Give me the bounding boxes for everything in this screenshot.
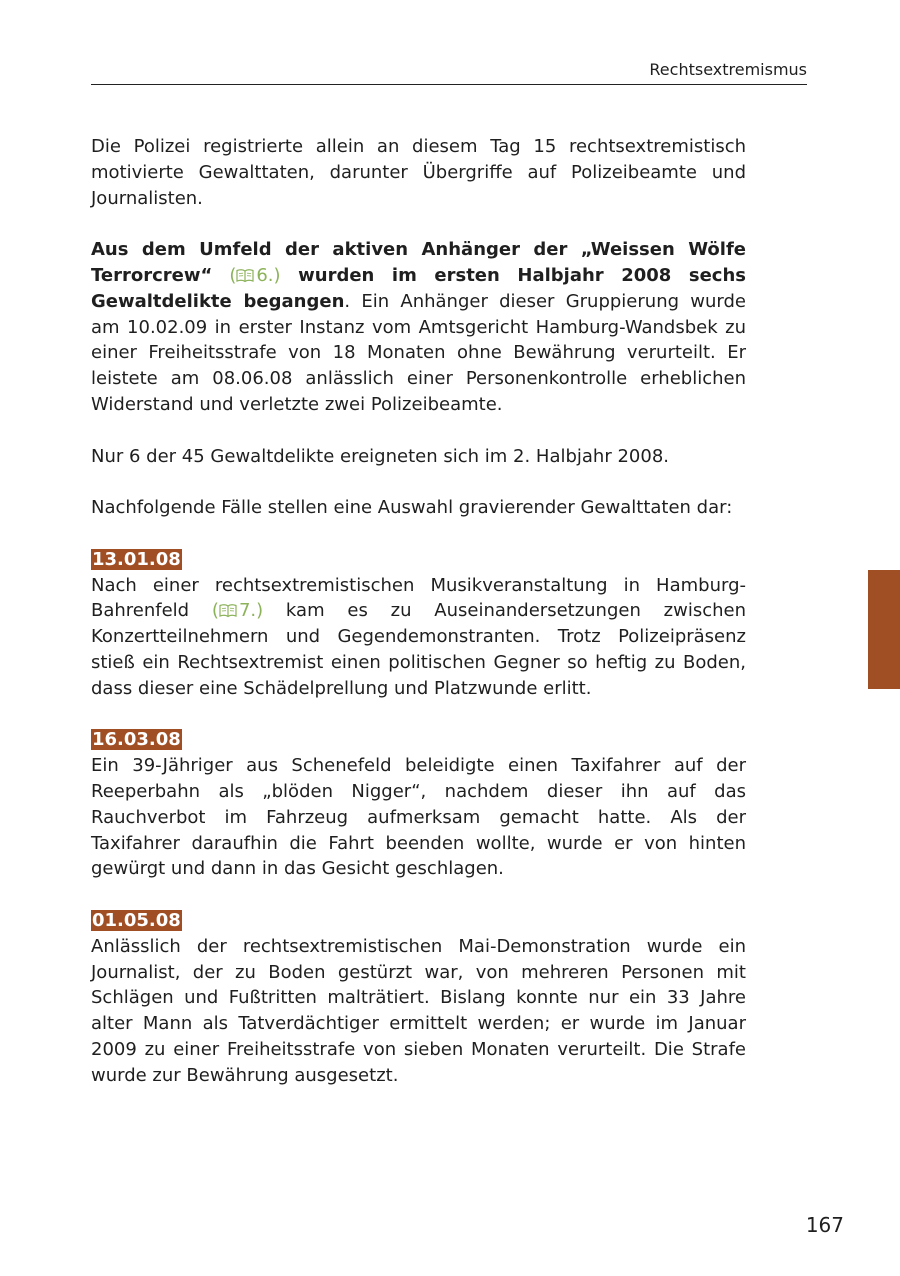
paragraph-selection-intro: Nachfolgende Fälle stellen eine Auswahl gravierender Gewalttaten dar:	[91, 497, 733, 519]
bold-lead-b: wurden im ersten Halbjahr 2008 sechs Gewaltdelikte begangen	[91, 264, 747, 312]
reference-link-7[interactable]: ( 7.)	[189, 600, 264, 622]
running-head	[91, 58, 807, 85]
date-badge: 13.01.08	[92, 548, 181, 570]
main-text	[91, 134, 746, 1114]
date-badge: 01.05.08	[92, 909, 181, 931]
date-badge: 16.03.08	[92, 729, 181, 751]
chapter-thumb-tab	[868, 570, 900, 689]
reference-link-6[interactable]: ( 6.)	[212, 264, 281, 286]
case-text-a: Nach einer rechtsextremistischen Musikveranstaltung in Hamburg-Bahrenfeld	[91, 574, 746, 622]
paragraph-weisse-woelfe	[91, 237, 746, 418]
page-number: 167	[805, 1213, 844, 1237]
paragraph-intro: Die Polizei registrierte allein an diesem Tag 15 rechtsextremistisch motivierte Gewalttaten, darunter Übergriffe auf Polizeibeamte und Journalisten.	[91, 136, 746, 209]
paragraph-rest: . Ein Anhänger dieser Gruppierung wurde am 10.02.09 in erster Instanz vom Amtsgericht Hamburg-Wandsbek zu einer Freiheitsstrafe von 18 Monaten ohne Bewährung verurteilt. Er leistete am 08.06.08 anlässlich einer Personenkontrolle erheblichen Widerstand und verletzte zwei Polizeibeamte.	[91, 290, 746, 415]
book-icon	[236, 268, 254, 283]
case-text-b: kam es zu Auseinandersetzungen zwischen Konzertteilnehmern und Gegendemonstranten. Trotz Polizeipräsenz stieß ein Rechtsextremist einen politischen Gegner so heftig zu Boden, dass dieser eine Schädelprellung und Platzwunde erlitt.	[91, 600, 746, 699]
case-entry	[91, 908, 746, 1089]
running-title: Rechtsextremismus	[649, 60, 807, 79]
case-entry	[91, 547, 746, 702]
book-icon	[219, 603, 237, 618]
bold-lead-a: Aus dem Umfeld der aktiven Anhänger der „Weissen Wölfe Terrorcrew“	[91, 239, 746, 286]
case-text: Anlässlich der rechtsextremistischen Mai-Demonstration wurde ein Journalist, der zu Boden gestürzt war, von mehreren Personen mit Schlägen und Fußtritten malträtiert. Bislang konnte nur ein 33 Jahre alter Mann als Tatverdächtiger ermittelt werden; er wurde im Januar 2009 zu einer Freiheitsstrafe von sieben Monaten verurteilt. Die Strafe wurde zur Bewährung ausgesetzt.	[91, 935, 746, 1086]
case-entry	[91, 727, 746, 882]
case-text: Ein 39-Jähriger aus Schenefeld beleidigte einen Taxifahrer auf der Reeperbahn als „blöden Nigger“, nachdem dieser ihn auf das Rauchverbot im Fahrzeug aufmerksam gemacht hatte. Als der Taxifahrer daraufhin die Fahrt beenden wollte, wurde er von hinten gewürgt und dann in das Gesicht geschlagen.	[91, 755, 746, 880]
paragraph-second-half: Nur 6 der 45 Gewaltdelikte ereigneten sich im 2. Halbjahr 2008.	[91, 445, 669, 467]
